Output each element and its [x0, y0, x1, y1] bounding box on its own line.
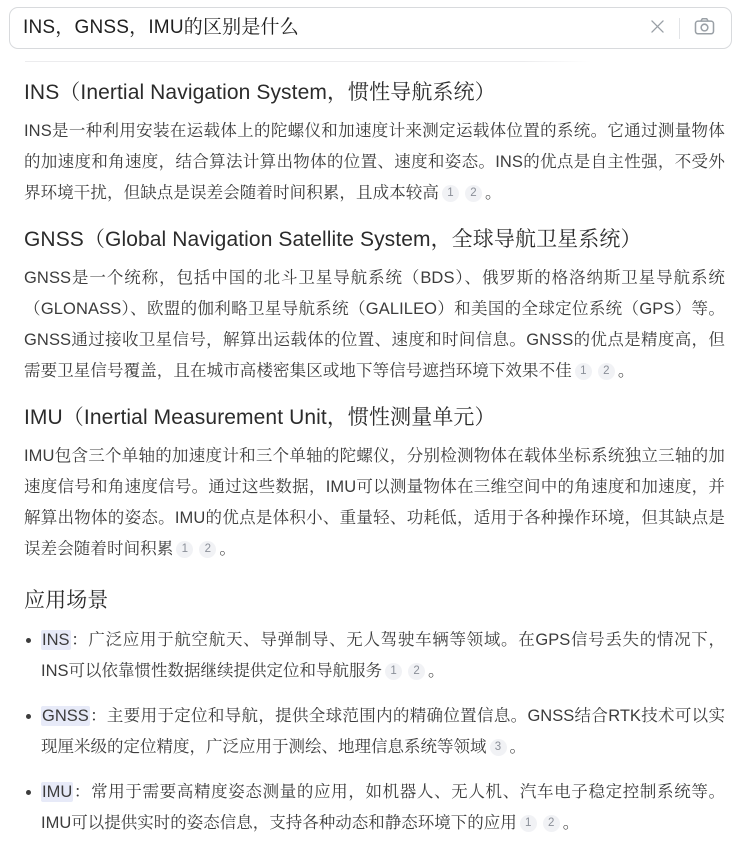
scenarios-list [24, 625, 725, 839]
section-heading-imu: IMU（Inertial Measurement Unit，惯性测量单元） [24, 406, 496, 429]
list-item [24, 777, 725, 839]
list-item [24, 625, 725, 687]
scenario-text-gnss: 主要用于定位和导航，提供全球范围内的精确位置信息。GNSS结合RTK技术可以实现厘米级的定位精度，广泛应用于测绘、地理信息系统等领域 [41, 707, 726, 756]
scenario-keyword-gnss: GNSS [42, 707, 89, 725]
section-heading-scenarios: 应用场景 [24, 589, 109, 612]
action-divider [679, 18, 680, 39]
scenario-text-imu: 常用于需要高精度姿态测量的应用，如机器人、无人机、汽车电子稳定控制系统等。IMU可以提供实时的姿态信息，支持各种动态和静态环境下的应用 [41, 783, 726, 832]
section-heading-gnss: GNSS（Global Navigation Satellite System，全球导航卫星系统） [24, 228, 642, 251]
scenario-keyword-ins: INS [42, 631, 70, 649]
section-body-gnss-tail: 。 [617, 362, 635, 380]
scenario-separator: ： [89, 707, 107, 725]
section-body-ins-text: INS是一种利用安装在运载体上的陀螺仪和加速度计来测定运载体位置的系统。它通过测量物体的加速度和角速度，结合算法计算出物体的位置、速度和姿态。INS的优点是自主性强，不受外界环境干扰，但缺点是误差会随着时间积累，且成本较高 [24, 122, 725, 202]
citation-chip[interactable]: 1 [520, 815, 537, 832]
section-body-imu [24, 441, 725, 565]
section-body-ins-tail: 。 [485, 184, 502, 202]
citation-chip[interactable]: 1 [442, 185, 459, 202]
citation-chip[interactable]: 3 [490, 739, 507, 756]
scenario-text-ins-tail: 。 [428, 662, 445, 680]
list-item [24, 701, 725, 763]
section-heading-ins: INS（Inertial Navigation System，惯性导航系统） [24, 81, 496, 104]
citation-chip[interactable]: 2 [408, 663, 425, 680]
scenario-keyword-imu: IMU [42, 783, 73, 801]
citation-chip[interactable]: 2 [199, 541, 216, 558]
search-actions [640, 11, 731, 45]
search-bar-container [0, 0, 741, 49]
bullet-dot-icon [26, 714, 31, 719]
section-body-gnss-text: GNSS是一个统称，包括中国的北斗卫星导航系统（BDS）、俄罗斯的格洛纳斯卫星导航系统（GLONASS）、欧盟的伽利略卫星导航系统（GALILEO）和美国的全球定位系统（GPS）等。GNSS通过接收卫星信号，解算出运载体的位置、速度和时间信息。GNSS的优点是精度高，但需要卫星信号覆盖，且在城市高楼密集区或地下等信号遮挡环境下效果不佳 [24, 269, 725, 380]
bullet-dot-icon [26, 638, 31, 643]
section-body-ins [24, 116, 725, 209]
bullet-dot-icon [26, 790, 31, 795]
citation-chip[interactable]: 2 [465, 185, 482, 202]
section-body-gnss [24, 263, 725, 387]
citation-chip[interactable]: 2 [598, 363, 615, 380]
content-divider [25, 61, 591, 62]
clear-search-button[interactable] [640, 11, 674, 45]
section-body-imu-text: IMU包含三个单轴的加速度计和三个单轴的陀螺仪，分别检测物体在载体坐标系统独立三轴的加速度信号和角速度信号。通过这些数据，IMU可以测量物体在三维空间中的角速度和加速度，并解算出物体的姿态。IMU的优点是体积小、重量轻、功耗低，适用于各种操作环境，但其缺点是误差会随着时间积累 [24, 447, 725, 558]
citation-chip[interactable]: 1 [385, 663, 402, 680]
scenario-separator: ： [73, 783, 92, 801]
scenario-text-gnss-tail: 。 [509, 738, 526, 756]
citation-chip[interactable]: 1 [575, 363, 592, 380]
camera-search-button[interactable] [687, 11, 721, 45]
citation-chip[interactable]: 2 [543, 815, 560, 832]
scenario-text-ins: 广泛应用于航空航天、导弹制导、无人驾驶车辆等领域。在GPS信号丢失的情况下，INS可以依靠惯性数据继续提供定位和导航服务 [41, 631, 725, 680]
camera-icon [693, 15, 716, 41]
citation-chip[interactable]: 1 [176, 541, 193, 558]
search-bar[interactable] [9, 7, 732, 49]
scenario-text-imu-tail: 。 [562, 814, 580, 832]
scenario-separator: ： [70, 631, 89, 649]
section-body-imu-tail: 。 [219, 540, 237, 558]
answer-content [0, 79, 741, 839]
close-x-icon [648, 17, 667, 39]
search-input[interactable]: INS，GNSS，IMU的区别是什么 [23, 17, 299, 38]
